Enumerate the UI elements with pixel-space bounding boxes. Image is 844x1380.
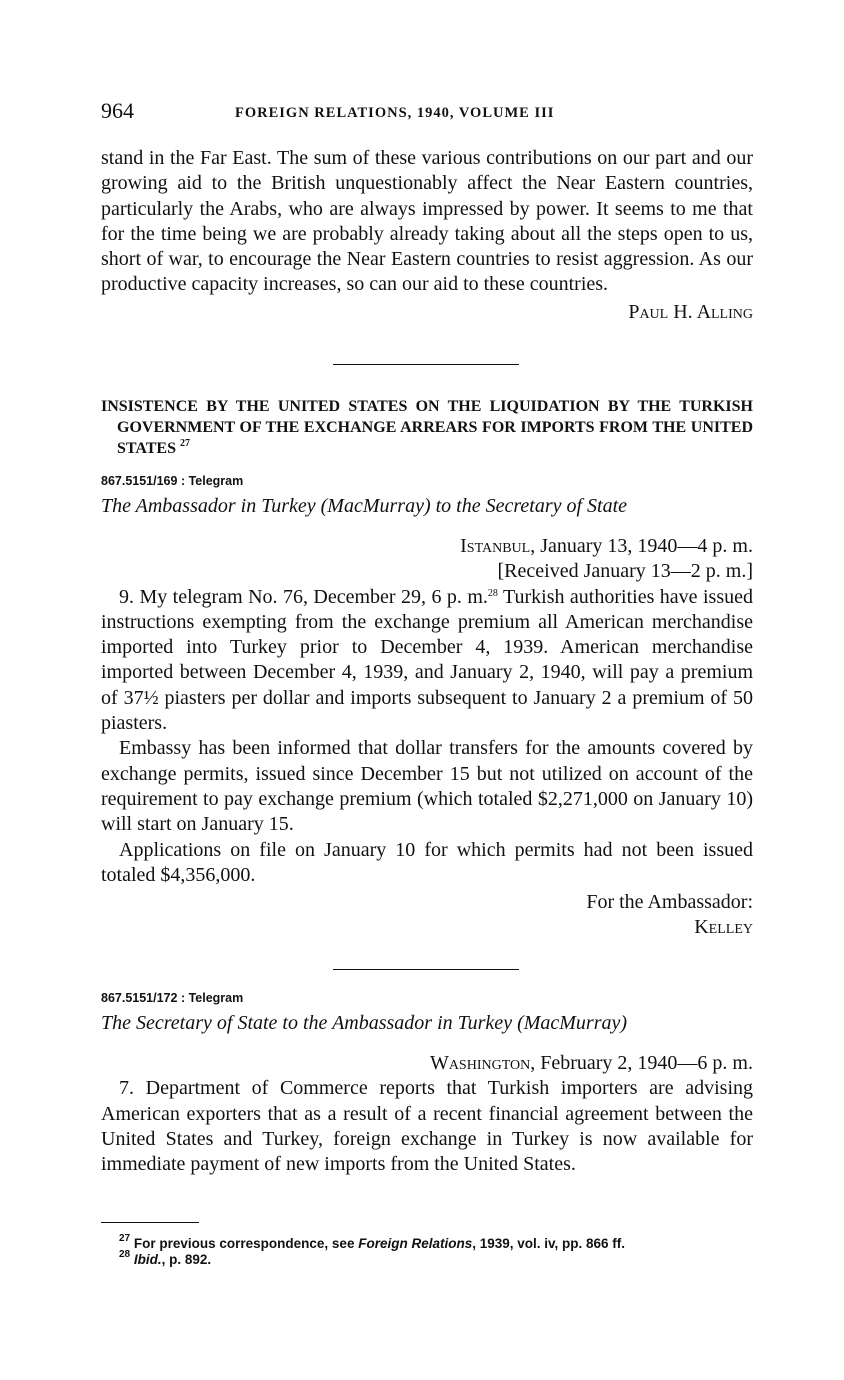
footnote: $^{27}$ For previous correspondence, see Foreign Relations, 1939, vol. iv, pp. 866 ff.: [119, 1233, 626, 1251]
signature-kelley: Kelley: [694, 916, 753, 939]
file-reference: 867.5151/169 : Telegram: [101, 474, 244, 488]
dateline: [101, 534, 753, 559]
page-number: 964: [101, 98, 134, 123]
page-header: [101, 98, 751, 128]
paragraph: 7. Department of Commerce reports that Turkish importers are advising American exporters that as a result of a recent financial agreement between the United States and Turkey, foreign exchange in Turkey is now available for immediate payment of new imports from the United States.: [101, 1077, 753, 1176]
footnotes: [101, 1233, 753, 1268]
closing-line: For the Ambassador:: [586, 891, 753, 914]
dateline-date: February 2, 1940—6 p. m.: [540, 1052, 753, 1074]
paragraph: Applications on file on January 10 for which permits had not been issued totaled $4,356,000.: [101, 838, 753, 886]
running-head: FOREIGN RELATIONS, 1940, VOLUME III: [235, 105, 555, 121]
section-heading: INSISTENCE BY THE UNITED STATES ON THE LIQUIDATION BY THE TURKISH GOVERNMENT OF THE EXCHANGE ARREARS FOR IMPORTS FROM THE UNITED STATES $^{27}$: [101, 398, 753, 457]
document-2: [101, 991, 753, 1177]
document-title: The Ambassador in Turkey (MacMurray) to the Secretary of State: [101, 495, 628, 517]
section-divider: [333, 364, 519, 365]
intro-paragraph: stand in the Far East. The sum of these various contributions on our part and our growing aid to the British unquestionably affect the Near Eastern countries, particularly the Arabs, who are always impressed by power. It seems to me that for the time being we are probably already taking about all the steps open to us, short of war, to encourage the Near Eastern countries to resist aggression. As our productive capacity increases, so can our aid to these countries.: [101, 147, 753, 296]
paragraph: Embassy has been informed that dollar transfers for the amounts covered by exchange permits, issued since December 15 but not utilized on account of the requirement to pay exchange premium (which totaled $2,271,000 on January 10) will start on January 15.: [101, 737, 753, 836]
paragraph: 9. My telegram No. 76, December 29, 6 p. m.$^{28}$ Turkish authorities have issued instructions exempting from the exchange premium all American merchandise imported into Turkey prior to December 4, 1939. American merchandise imported between December 4, 1939, and January 2, 1940, will pay a premium of 37½ piasters per dollar and imports subsequent to January 2 a premium of 50 piasters.: [101, 585, 753, 735]
dateline-place: Istanbul,: [460, 535, 536, 557]
footnote-ref-27: 27: [180, 438, 190, 449]
footnote: $^{28}$ Ibid., p. 892.: [119, 1249, 212, 1267]
intro-block: [101, 146, 753, 325]
signature-alling: Paul H. Alling: [628, 300, 753, 323]
received-line: [Received January 13—2 p. m.]: [497, 560, 753, 583]
footnote-ref-28: 28: [487, 587, 498, 599]
dateline-date: January 13, 1940—4 p. m.: [540, 535, 753, 557]
document-1: [101, 474, 753, 941]
section-heading-block: [101, 396, 753, 459]
document-divider: [333, 969, 519, 970]
footnote-rule: [101, 1222, 199, 1223]
dateline-place: Washington,: [429, 1052, 536, 1074]
document-title: The Secretary of State to the Ambassador in Turkey (MacMurray): [101, 1012, 628, 1034]
dateline: [101, 1051, 753, 1076]
file-reference: 867.5151/172 : Telegram: [101, 991, 244, 1005]
